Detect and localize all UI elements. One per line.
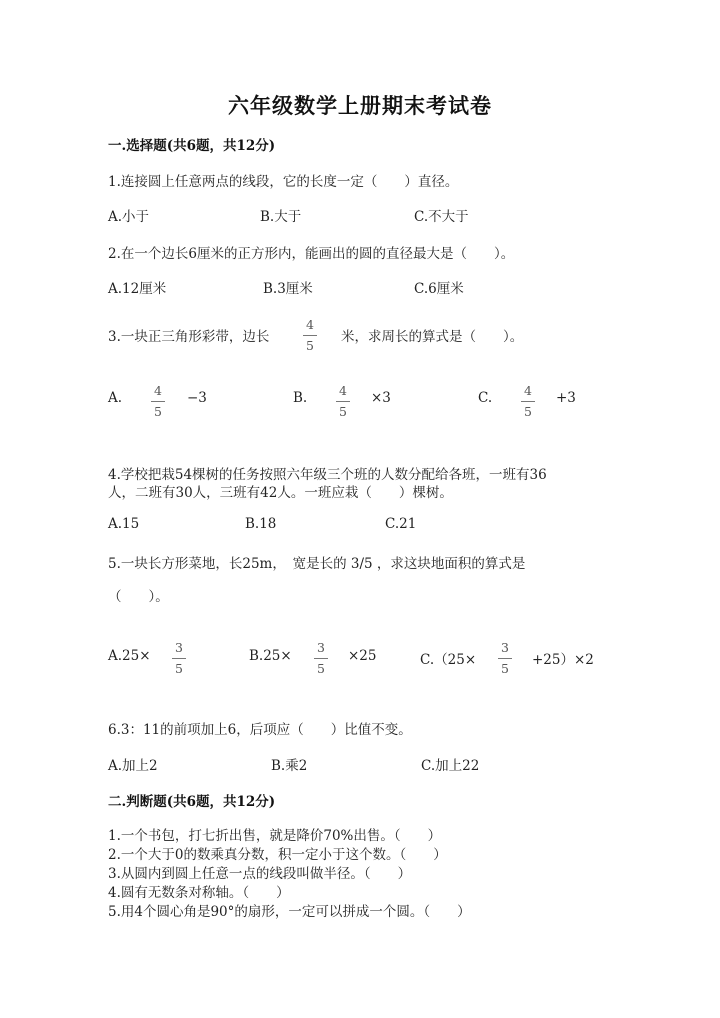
question-3-text-end: 米，求周长的算式是（ ）。 <box>341 329 524 345</box>
option-3b-op: ×3 <box>371 390 391 406</box>
question-6: 6.3：11的前项加上6，后项应（ ）比值不变。 <box>108 722 412 738</box>
question-4-line2: 人，二班有30人，三班有42人。一班应栽（ ）棵树。 <box>108 485 453 501</box>
option-4a[interactable]: A.15 <box>108 516 140 532</box>
question-1: 1.连接圆上任意两点的线段，它的长度一定（ ）直径。 <box>108 174 459 190</box>
fraction: 3 5 <box>497 642 513 675</box>
judge-item: 2.一个大于0的数乘真分数，积一定小于这个数。（ ） <box>108 847 447 863</box>
option-5b[interactable]: B.25× <box>249 648 292 664</box>
fraction: 4 5 <box>520 385 536 418</box>
option-5a[interactable]: A.25× <box>108 648 151 664</box>
option-5c-tail: +25）×2 <box>532 652 594 668</box>
question-2: 2.在一个边长6厘米的正方形内，能画出的圆的直径最大是（ ）。 <box>108 246 515 262</box>
option-1a[interactable]: A.小于 <box>108 209 150 225</box>
option-3a-op: −3 <box>187 390 207 406</box>
option-3c-label[interactable]: C. <box>478 390 493 406</box>
option-1c[interactable]: C.不大于 <box>414 209 469 225</box>
judge-item: 3.从圆内到圆上任意一点的线段叫做半径。（ ） <box>108 866 412 882</box>
judge-item: 4.圆有无数条对称轴。（ ） <box>108 885 290 901</box>
option-3a-label[interactable]: A. <box>108 390 123 406</box>
option-5c[interactable]: C.（25× <box>420 652 477 668</box>
option-6b[interactable]: B.乘2 <box>271 758 308 774</box>
option-1b[interactable]: B.大于 <box>260 209 302 225</box>
option-4b[interactable]: B.18 <box>245 516 277 532</box>
fraction: 4 5 <box>150 385 166 418</box>
option-3c-op: +3 <box>556 390 576 406</box>
fraction: 3 5 <box>171 642 187 675</box>
option-2b[interactable]: B.3厘米 <box>263 281 313 297</box>
fraction: 4 5 <box>302 319 318 352</box>
option-4c[interactable]: C.21 <box>385 516 417 532</box>
question-5-line2: （ ）。 <box>108 589 169 605</box>
section-heading-choice: 一.选择题(共6题，共12分) <box>108 138 276 154</box>
option-6c[interactable]: C.加上22 <box>421 758 480 774</box>
judge-item: 5.用4个圆心角是90°的扇形，一定可以拼成一个圆。（ ） <box>108 904 471 920</box>
option-2c[interactable]: C.6厘米 <box>414 281 464 297</box>
option-2a[interactable]: A.12厘米 <box>108 281 167 297</box>
question-5-line1: 5.一块长方形菜地，长25m， 宽是长的 3/5 ，求这块地面积的算式是 <box>108 556 526 572</box>
question-4-line1: 4.学校把栽54棵树的任务按照六年级三个班的人数分配给各班，一班有36 <box>108 467 547 483</box>
option-3b-label[interactable]: B. <box>293 390 308 406</box>
option-5b-tail: ×25 <box>348 648 377 664</box>
page-title: 六年级数学上册期末考试卷 <box>228 93 492 118</box>
judge-item: 1.一个书包，打七折出售，就是降价70%出售。（ ） <box>108 828 442 844</box>
fraction: 3 5 <box>313 642 329 675</box>
section-heading-judge: 二.判断题(共6题，共12分) <box>108 794 276 810</box>
fraction: 4 5 <box>335 385 351 418</box>
question-3-text: 3.一块正三角形彩带，边长 <box>108 329 270 345</box>
option-6a[interactable]: A.加上2 <box>108 758 158 774</box>
